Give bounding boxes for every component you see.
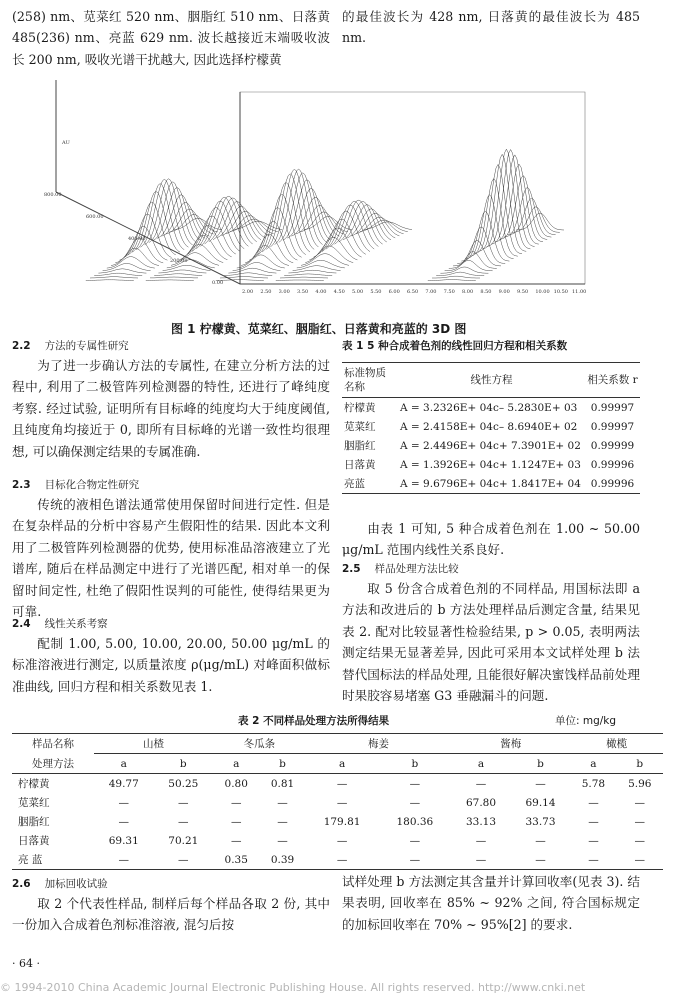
table-2-method-b: b (279, 757, 286, 770)
table-row (342, 455, 640, 474)
table-2-row-name: 胭脂红 (18, 816, 50, 828)
table-2-cell: — (475, 777, 487, 790)
table-2-method-a: a (120, 757, 127, 770)
table-2-cell: 67.80 (465, 796, 497, 809)
table-2-cell: 179.81 (323, 815, 361, 828)
x-tick-label: 3.00 (278, 289, 290, 295)
table-row (342, 436, 640, 455)
x-tick-label: 4.00 (315, 289, 327, 295)
table-2-cell: 70.21 (168, 834, 199, 847)
x-tick-label: 9.50 (517, 289, 529, 295)
table-2-cell: — (336, 853, 348, 866)
table-row (342, 417, 640, 436)
table-2-body (12, 774, 663, 870)
table-2-sample-5: 橄榄 (570, 734, 663, 754)
depth-tick-label: 400.00 (128, 236, 146, 242)
section-2-6-title: 加标回收试验 (44, 878, 108, 890)
table-2-cell: 0.80 (224, 777, 248, 790)
section-2-2-heading (12, 339, 129, 353)
table-2-cell: — (634, 796, 646, 809)
depth-tick-label: 600.00 (86, 214, 104, 220)
section-2-4-title: 线性关系考察 (44, 618, 108, 630)
x-tick-label: 9.00 (498, 289, 510, 295)
depth-tick-label: 200.00 (170, 258, 188, 264)
table-2-cell: — (118, 853, 130, 866)
table-2-cell: 5.78 (581, 777, 606, 790)
section-2-6-body: 取 2 个代表性样品, 制样后每个样品各取 2 份, 其中一份加入合成着色剂标准溶液, 混匀后按 (12, 896, 330, 933)
table-2-cell: 5.96 (628, 777, 652, 790)
table-row (12, 774, 663, 794)
table-2-unit: 单位: mg/kg (555, 715, 617, 727)
table-2 (12, 733, 663, 870)
table-2-cell: — (535, 777, 546, 790)
table-2-cell: — (634, 815, 646, 828)
table-2-cell: 69.14 (525, 796, 556, 809)
table-2-cell: 33.73 (525, 815, 556, 828)
table-2-method-b: b (411, 757, 419, 770)
table-2-cell: 33.13 (465, 815, 497, 828)
section-2-6-heading (12, 877, 108, 891)
table-2-cell: 69.31 (108, 834, 139, 847)
table-2-cell: — (535, 853, 546, 866)
table-1-cell-equation: A = 1.3926E+ 04c+ 1.1247E+ 03 (400, 458, 581, 471)
section-2-3-body: 传统的液相色谱法通常使用保留时间进行定性. 但是在复杂样品的分析中容易产生假阳性的结果. 因此本文利用了二极管阵列检测器的优势, 使用标准品溶液建立了光谱库, 随后在样品测定中进行了光谱匹配, 相对单一的保留时间定性, 杜绝了假阳性误判的可能性, 使得结果更为可靠. (12, 497, 330, 620)
x-tick-label: 7.00 (425, 289, 437, 295)
table-2-cell: — (230, 796, 242, 809)
section-2-3-title: 目标化合物定性研究 (44, 479, 140, 491)
x-tick-label: 2.00 (242, 289, 254, 295)
section-2-3-heading (12, 478, 139, 492)
table-2-cell: — (634, 834, 646, 847)
depth-tick-label: 800.00 (44, 192, 62, 198)
table-2-cell: — (409, 834, 421, 847)
table-2-cell: 49.77 (108, 777, 139, 790)
x-tick-label: 10.00 (535, 289, 550, 295)
figure-caption: 图 1 柠檬黄、苋菜红、胭脂红、日落黄和亮蓝的 3D 图 (171, 322, 467, 336)
table-2-cell: 180.36 (396, 815, 434, 828)
table-2-cell: — (475, 853, 487, 866)
x-tick-label: 6.50 (407, 289, 419, 295)
table-2-cell: 0.35 (224, 853, 248, 866)
table-2-method-b: b (179, 757, 187, 770)
table-1-header-name: 标准物质名称 (342, 363, 398, 398)
table-1-header-r: 相关系数 r (585, 363, 640, 398)
table-2-sample-3: 梅姜 (306, 734, 452, 754)
table-1-caption: 表 1 5 种合成着色剂的线性回归方程和相关系数 (342, 340, 568, 352)
x-tick-label: 4.50 (333, 289, 345, 295)
x-tick-label: 8.50 (480, 289, 492, 295)
table-2-cell: — (277, 834, 288, 847)
y-axis-label: AU (62, 140, 70, 146)
table-2-cell: — (409, 796, 421, 809)
section-2-5-title: 样品处理方法比较 (374, 563, 459, 575)
x-tick-label: 3.50 (297, 289, 309, 295)
section-2-2-title: 方法的专属性研究 (44, 340, 129, 352)
table-2-cell: — (588, 815, 599, 828)
table-1-cell-name: 柠檬黄 (344, 402, 376, 414)
table-1-cell-r: 0.99999 (590, 439, 635, 452)
x-tick-label: 10.50 (553, 289, 568, 295)
x-tick-label: 2.50 (260, 289, 272, 295)
table-2-cell: — (230, 834, 242, 847)
table-2-cell: — (277, 796, 288, 809)
table-1-cell-equation: A = 3.2326E+ 04c– 5.2830E+ 03 (400, 401, 578, 414)
table-2-cell: — (178, 853, 189, 866)
section-2-2-body: 为了进一步确认方法的专属性, 在建立分析方法的过程中, 利用了二极管阵列检测器的特性, 还进行了峰纯度考察. 经过试验, 证明所有目标峰的纯度均大于纯度阈值, 且纯度角均接近于 0, 即所有目标峰的光谱一致性均很理想, 可以确保测定结果的专属准确. (12, 358, 330, 459)
copyright-footer: © 1994-2010 China Academic Journal Electronic Publishing House. All rights reserved. http://www.cnki.net (0, 981, 586, 994)
x-tick-label: 11.00 (572, 289, 587, 295)
table-1-cell-name: 胭脂红 (344, 440, 376, 452)
depth-tick-label: 0.00 (212, 280, 224, 286)
chromatogram-peak (146, 196, 282, 280)
x-tick-label: 5.50 (370, 289, 382, 295)
table-2-method-b: b (636, 757, 644, 770)
table-1-cell-name: 亮蓝 (344, 478, 365, 490)
section-2-5-heading (342, 562, 459, 576)
table-1-cell-equation: A = 9.6796E+ 04c+ 1.8417E+ 04 (400, 477, 581, 490)
section-2-2-number: 2.2 (12, 340, 31, 352)
figure-3d-chromatogram (44, 80, 593, 312)
table-1-cell-r: 0.99997 (590, 420, 635, 433)
table-2-cell: — (475, 834, 487, 847)
x-tick-label: 6.00 (388, 289, 400, 295)
table-1-cell-r: 0.99997 (590, 401, 635, 414)
section-2-5-number: 2.5 (342, 563, 361, 575)
table-2-cell: — (118, 815, 130, 828)
section-2-4-heading (12, 617, 108, 631)
x-tick-label: 8.00 (462, 289, 474, 295)
table-2-method-a: a (477, 757, 485, 770)
table-1-header-row (342, 363, 640, 398)
table-row (342, 398, 640, 418)
table-2-method-a: a (590, 757, 597, 770)
table-1-cell-r: 0.99996 (590, 458, 635, 471)
top-left-paragraph: (258) nm、苋菜红 520 nm、胭脂红 510 nm、日落黄 485(236) nm、亮蓝 629 nm. 波长越接近末端吸收波长 200 nm, 吸收光谱干扰越大, 因此选择柠檬黄 (12, 9, 330, 67)
table-2-cell: — (178, 796, 189, 809)
table-row (12, 793, 663, 812)
table-row (12, 812, 663, 831)
bottom-right-paragraph: 试样处理 b 方法测定其含量并计算回收率(见表 3). 结果表明, 回收率在 85% ~ 92% 之间, 符合国标规定的加标回收率在 70% ~ 95%[2] 的要求. (342, 874, 640, 932)
table-1-cell-name: 日落黄 (344, 459, 376, 471)
table-2-caption: 表 2 不同样品处理方法所得结果 (238, 715, 390, 727)
table-2-cell: — (535, 834, 546, 847)
table-2-cell: — (409, 853, 421, 866)
table-row (12, 831, 663, 850)
table-2-row-name: 亮 蓝 (18, 854, 43, 866)
table-2-sample-4: 酱梅 (451, 734, 570, 754)
table-2-row-name: 日落黄 (18, 835, 50, 847)
table-1-cell-r: 0.99996 (590, 477, 635, 490)
table-2-cell: — (277, 815, 288, 828)
table-row (342, 474, 640, 494)
table-2-cell: — (118, 796, 130, 809)
table-2-sample-1: 山楂 (94, 734, 213, 754)
section-2-4-body: 配制 1.00, 5.00, 10.00, 20.00, 50.00 μg/mL 的标准溶液进行测定, 以质量浓度 ρ(μg/mL) 对峰面积做标准曲线, 回归方程和相关系数见表 1. (12, 636, 330, 694)
table-1-cell-name: 苋菜红 (344, 421, 376, 433)
table-2-cell: — (336, 777, 348, 790)
table-2-cell: 0.81 (270, 777, 295, 790)
page-number: · 64 · (12, 957, 40, 970)
table-2-sample-2: 冬瓜条 (213, 734, 306, 754)
table-2-cell: — (588, 796, 599, 809)
table-row (12, 850, 663, 870)
table-2-cell: — (178, 815, 189, 828)
table-2-cell: — (409, 777, 421, 790)
table-2-method-a: a (338, 757, 346, 770)
table-2-cell: — (336, 834, 348, 847)
table-1-cell-equation: A = 2.4496E+ 04c+ 7.3901E+ 02 (400, 439, 581, 452)
chromatogram-peak (428, 149, 564, 280)
table-2-cell: 0.39 (270, 853, 295, 866)
table-2-cell: — (336, 796, 348, 809)
table-2-header-sample: 样品名称 (32, 738, 74, 751)
x-tick-label: 5.00 (352, 289, 364, 295)
x-tick-label: 7.50 (443, 289, 455, 295)
table-2-method-a: a (233, 757, 240, 770)
table-2-cell: 50.25 (168, 777, 199, 790)
table-1-header-equation: 线性方程 (398, 363, 585, 398)
table-2-method-b: b (537, 757, 544, 770)
top-right-paragraph: 的最佳波长为 428 nm, 日落黄的最佳波长为 485 nm. (342, 9, 640, 46)
table-2-row-name: 苋菜红 (18, 797, 50, 809)
table-2-cell: — (588, 853, 599, 866)
table-1-cell-equation: A = 2.4158E+ 04c– 8.6940E+ 02 (400, 420, 578, 433)
table-2-cell: — (634, 853, 646, 866)
section-2-6-number: 2.6 (12, 878, 31, 890)
table-2-cell: — (230, 815, 242, 828)
table-1-conclusion: 由表 1 可知, 5 种合成着色剂在 1.00 ~ 50.00 μg/mL 范围内线性关系良好. (342, 521, 640, 558)
table-2-method-row (12, 754, 663, 774)
table-2-row-name: 柠檬黄 (18, 778, 50, 790)
section-2-4-number: 2.4 (12, 618, 31, 630)
section-2-5-body: 取 5 份含合成着色剂的不同样品, 用国标法即 a 方法和改进后的 b 方法处理样品后测定含量, 结果见表 2. 配对比较显著性检验结果, p > 0.05, 表明两法测定结果无显著差异, 因此可采用本文试样处理 b 法替代国标法的样品处理, 且能很好解决蜜饯样品前处理时果胶容易堵塞 G3 垂融漏斗的问题. (342, 581, 640, 704)
section-2-3-number: 2.3 (12, 479, 31, 491)
table-2-header-method: 处理方法 (32, 757, 74, 770)
table-1 (342, 362, 640, 494)
table-2-sample-row (12, 734, 663, 754)
table-2-cell: — (588, 834, 599, 847)
